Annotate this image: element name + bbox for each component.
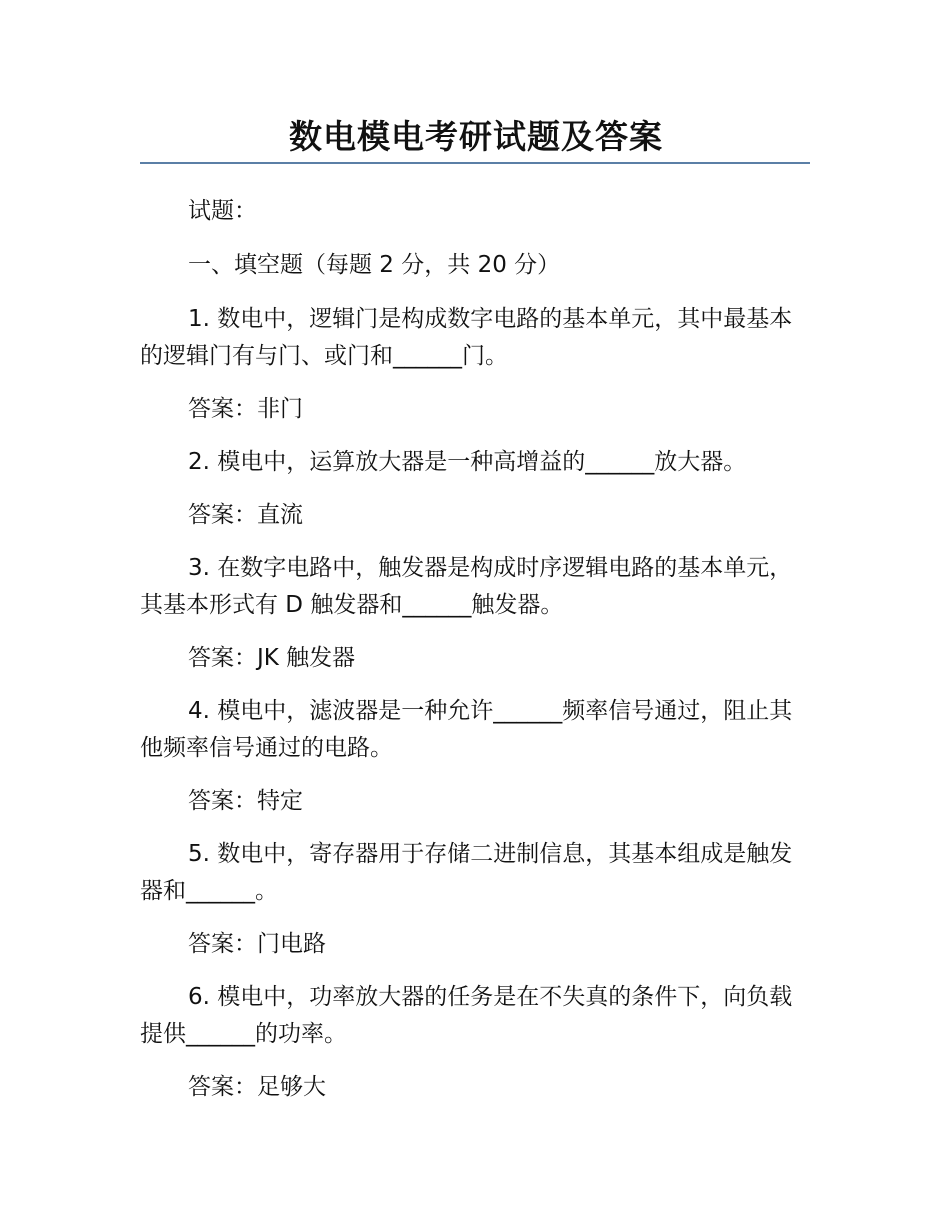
answer-6: 答案：足够大 bbox=[188, 1074, 326, 1100]
question-3: 3. 在数字电路中，触发器是构成时序逻辑电路的基本单元，其基本形式有 D 触发器和______触发器。 bbox=[140, 555, 793, 618]
document-body bbox=[140, 193, 812, 1106]
answer-4: 答案：特定 bbox=[188, 788, 303, 814]
answer-3: 答案：JK 触发器 bbox=[188, 645, 356, 671]
answer-2: 答案：直流 bbox=[188, 502, 303, 528]
title-divider bbox=[140, 162, 810, 164]
part-heading: 一、填空题（每题 2 分，共 20 分） bbox=[188, 252, 561, 278]
question-1: 1. 数电中，逻辑门是构成数字电路的基本单元，其中最基本的逻辑门有与门、或门和______门。 bbox=[140, 306, 793, 369]
document-title: 数电模电考研试题及答案 bbox=[289, 117, 663, 156]
question-6: 6. 模电中，功率放大器的任务是在不失真的条件下，向负载提供______的功率。 bbox=[140, 984, 793, 1047]
question-4: 4. 模电中，滤波器是一种允许______频率信号通过，阻止其他频率信号通过的电路。 bbox=[140, 698, 793, 761]
section-label: 试题： bbox=[188, 198, 257, 224]
question-5: 5. 数电中，寄存器用于存储二进制信息，其基本组成是触发器和______。 bbox=[140, 841, 793, 904]
question-2: 2. 模电中，运算放大器是一种高增益的______放大器。 bbox=[188, 449, 747, 475]
answer-1: 答案：非门 bbox=[188, 396, 303, 422]
answer-5: 答案：门电路 bbox=[188, 931, 326, 957]
